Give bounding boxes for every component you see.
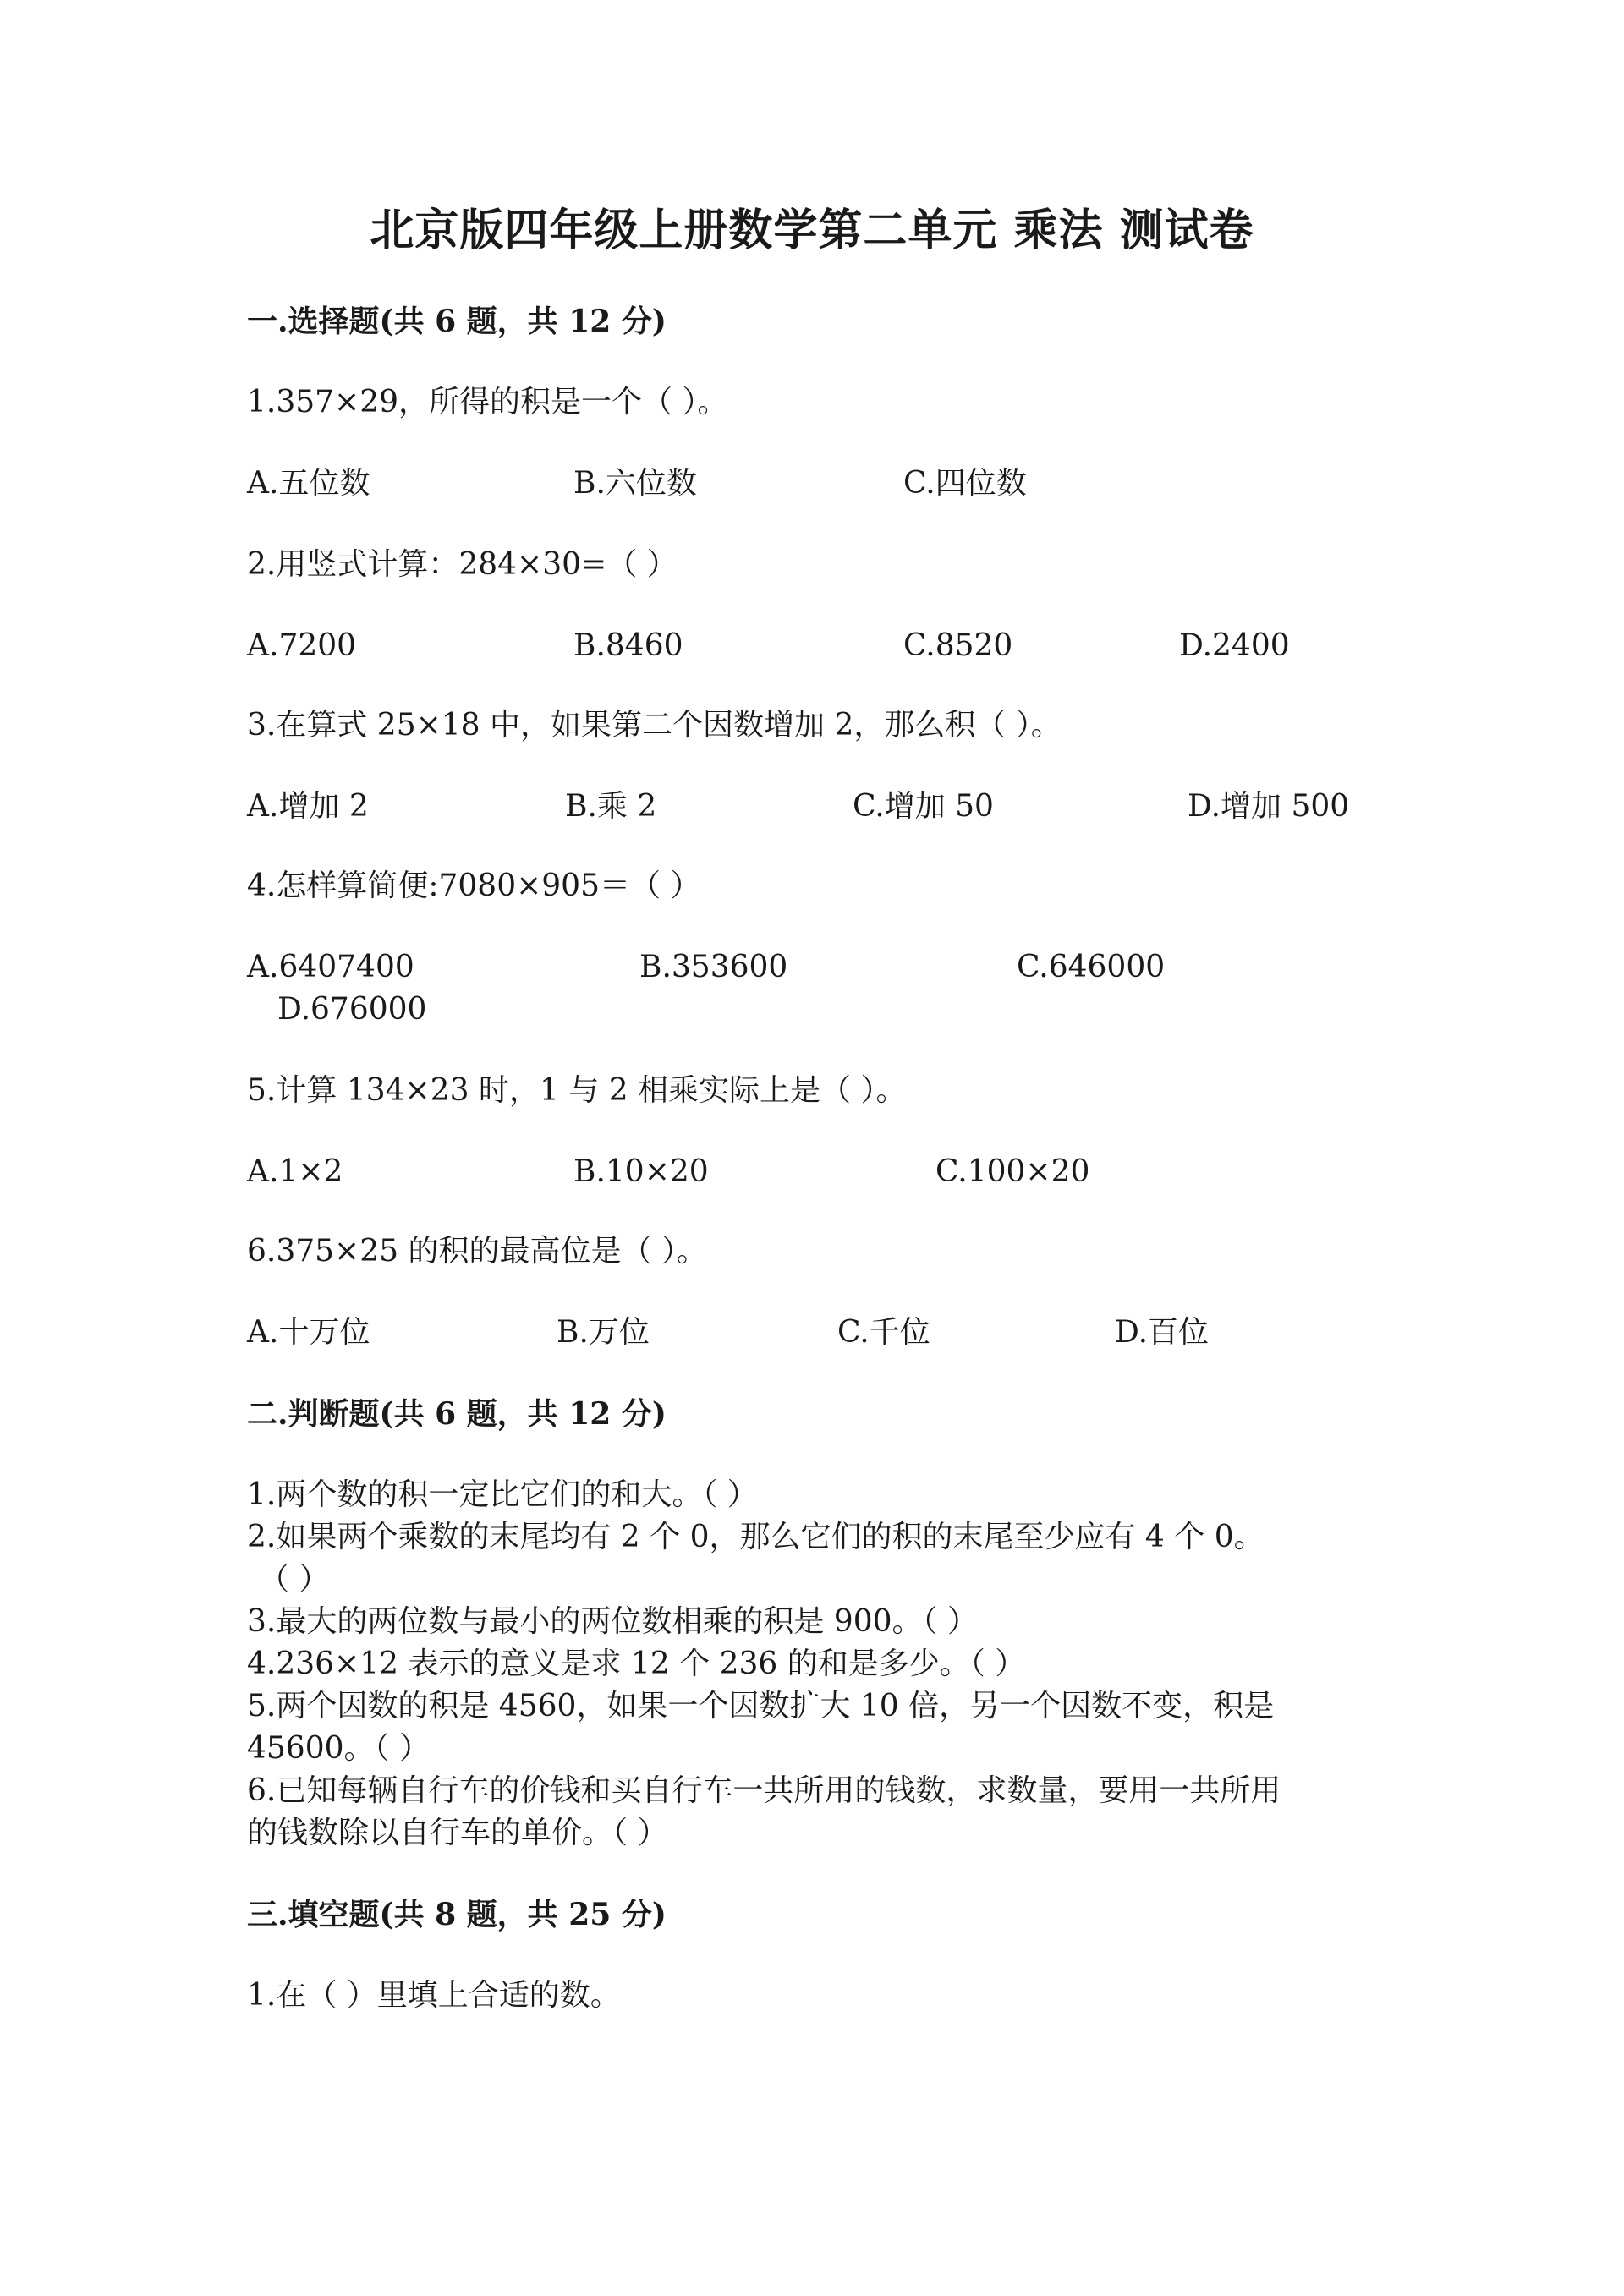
judgement-line: 的钱数除以自行车的单价。（ ） — [247, 1816, 668, 1850]
choice-question-5: 5.计算 134×23 时，1 与 2 相乘实际上是（ ）。 — [247, 1073, 907, 1108]
judgement-line: 6.已知每辆自行车的价钱和买自行车一共所用的钱数，求数量，要用一共所用 — [247, 1773, 1281, 1808]
choice-question-6: 6.375×25 的积的最高位是（ ）。 — [247, 1234, 707, 1269]
choice-q3-option-c: C.增加 50 — [853, 789, 994, 824]
choice-q2-option-b: B.8460 — [573, 628, 683, 663]
choice-q3-option-a: A.增加 2 — [247, 789, 369, 824]
choice-q6-option-d: D.百位 — [1115, 1315, 1210, 1350]
judgement-line: 2.如果两个乘数的末尾均有 2 个 0，那么它们的积的末尾至少应有 4 个 0。 — [247, 1520, 1265, 1554]
choice-q1-option-a: A.五位数 — [247, 466, 370, 501]
choice-q5-option-c: C.100×20 — [935, 1154, 1090, 1189]
choice-q1-option-c: C.四位数 — [903, 466, 1027, 501]
choice-q2-option-a: A.7200 — [247, 628, 357, 663]
choice-q4-option-c: C.646000 — [1017, 950, 1166, 984]
section-heading-fill-blank: 三.填空题(共 8 题，共 25 分) — [247, 1897, 667, 1932]
choice-q6-option-c: C.千位 — [837, 1315, 930, 1350]
choice-q4-option-d: D.676000 — [277, 992, 427, 1027]
judgement-line: 3.最大的两位数与最小的两位数相乘的积是 900。（ ） — [247, 1604, 978, 1639]
choice-question-4: 4.怎样算简便:7080×905＝（ ） — [247, 869, 701, 903]
judgement-line: 45600。（ ） — [247, 1731, 430, 1766]
choice-question-1: 1.357×29，所得的积是一个（ ）。 — [247, 385, 728, 419]
choice-q1-option-b: B.六位数 — [573, 466, 697, 501]
judgement-line: （ ） — [259, 1562, 330, 1597]
section-heading-judgement: 二.判断题(共 6 题，共 12 分) — [247, 1396, 667, 1432]
page-title: 北京版四年级上册数学第二单元 乘法 测试卷 — [370, 205, 1254, 256]
choice-question-2: 2.用竖式计算：284×30=（ ） — [247, 547, 678, 582]
fill-blank-question-1: 1.在（ ）里填上合适的数。 — [247, 1978, 621, 2013]
choice-q6-option-b: B.万位 — [557, 1315, 650, 1350]
choice-q4-option-a: A.6407400 — [247, 950, 414, 984]
choice-q2-option-c: C.8520 — [903, 628, 1013, 663]
choice-question-3: 3.在算式 25×18 中，如果第二个因数增加 2，那么积（ ）。 — [247, 708, 1062, 743]
choice-q2-option-d: D.2400 — [1179, 628, 1290, 663]
judgement-line: 4.236×12 表示的意义是求 12 个 236 的和是多少。（ ） — [247, 1647, 1026, 1681]
choice-q5-option-b: B.10×20 — [573, 1154, 709, 1189]
judgement-line: 1.两个数的积一定比它们的和大。（ ） — [247, 1477, 758, 1512]
choice-q5-option-a: A.1×2 — [247, 1154, 343, 1189]
choice-q4-option-b: B.353600 — [639, 950, 788, 984]
choice-q3-option-b: B.乘 2 — [565, 789, 657, 824]
choice-q6-option-a: A.十万位 — [247, 1315, 370, 1350]
judgement-line: 5.两个因数的积是 4560，如果一个因数扩大 10 倍，另一个因数不变，积是 — [247, 1689, 1275, 1723]
section-heading-choice: 一.选择题(共 6 题，共 12 分) — [247, 304, 667, 339]
choice-q3-option-d: D.增加 500 — [1188, 789, 1350, 824]
